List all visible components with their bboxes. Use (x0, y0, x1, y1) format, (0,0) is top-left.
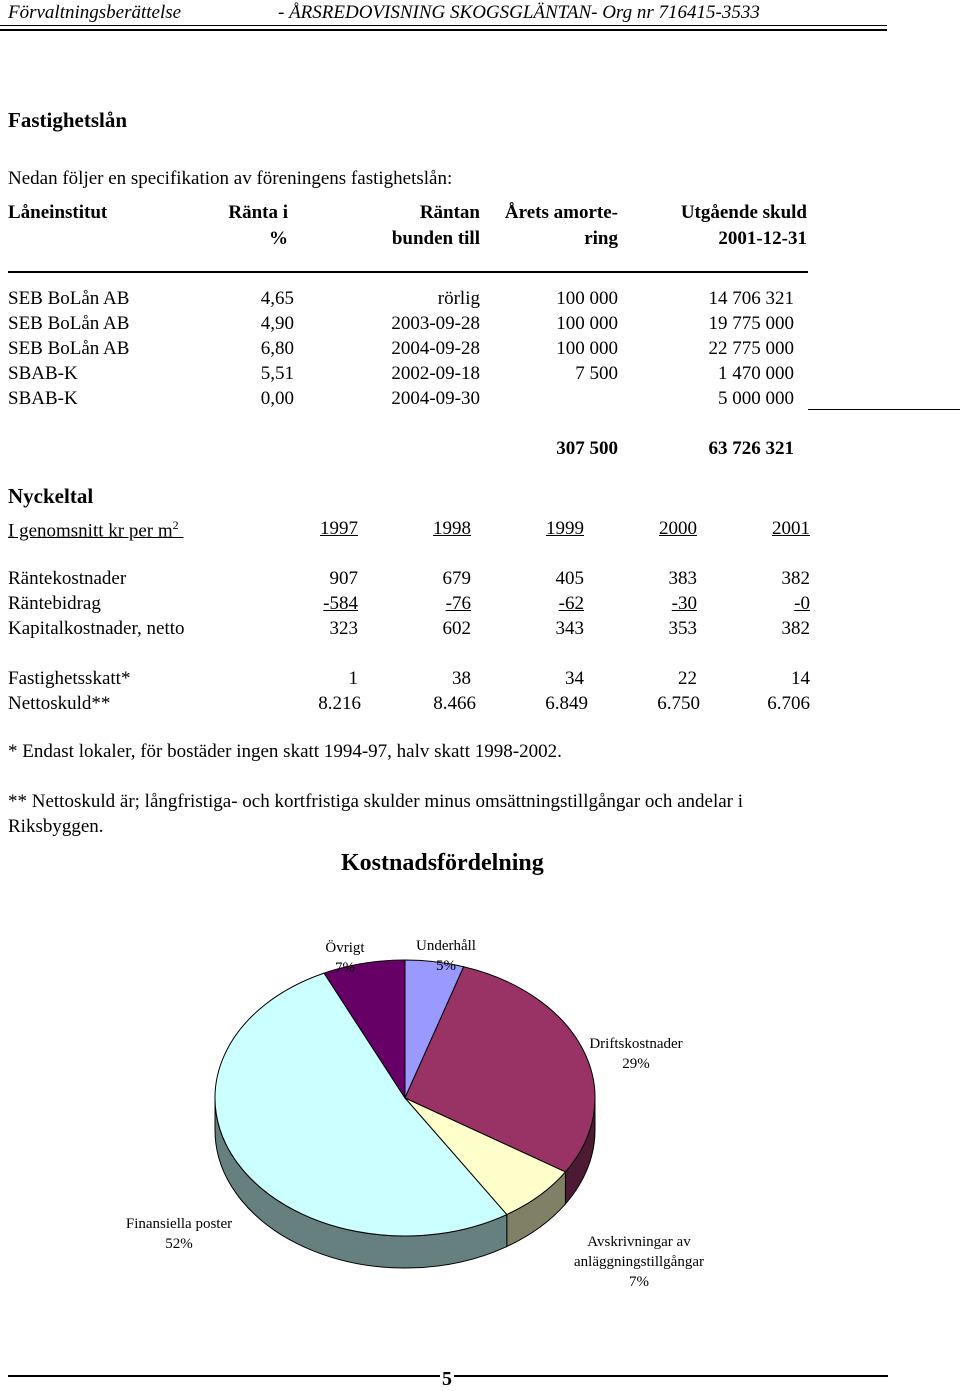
keyfigure-value: 907 (329, 568, 358, 589)
keyfigure-value: -584 (323, 593, 358, 614)
keyfigure-value: 34 (565, 668, 584, 689)
keyfigure-label: Fastighetsskatt* (8, 668, 131, 689)
keyfigure-value: 38 (452, 668, 471, 689)
keyfigure-label: Kapitalkostnader, netto (8, 618, 185, 639)
keyfigure-value: -30 (671, 593, 697, 614)
year-header: 2000 (659, 518, 697, 539)
page-number: 5 (442, 1368, 452, 1390)
year-header: 1999 (546, 518, 584, 539)
keyfigure-value: -76 (445, 593, 471, 614)
loans-title: Fastighetslån (8, 108, 128, 132)
label-driftskostnader: 29% (622, 1056, 650, 1072)
keyfigure-value: 8.216 (318, 693, 361, 714)
loans-cell: 5 000 000 (718, 388, 794, 409)
keyfigure-value: 22 (678, 668, 697, 689)
keyfigure-value: 382 (781, 568, 810, 589)
loans-col-header: Låneinstitut (8, 202, 108, 223)
footnote-tax: * Endast lokaler, för bostäder ingen skatt 1994-97, halv skatt 1998-2002. (8, 741, 562, 762)
keyfigure-value: 6.706 (767, 693, 810, 714)
label-ovrigt: Övrigt (325, 940, 365, 956)
loans-cell: 100 000 (556, 288, 618, 309)
keyfigure-value: 353 (668, 618, 697, 639)
loans-cell: 0,00 (260, 388, 294, 409)
keyfigure-value: 679 (442, 568, 471, 589)
keyfigure-value: -62 (558, 593, 584, 614)
loans-cell: 7 500 (575, 363, 618, 384)
loans-cell: 2004-09-28 (391, 338, 480, 359)
pie-chart (0, 880, 960, 1300)
keyfigure-value: 405 (555, 568, 584, 589)
loans-col-header: Utgående skuld (680, 202, 807, 223)
loans-intro: Nedan följer en specifikation av föreningens fastighetslån: (8, 168, 453, 189)
loans-col-header-line2: % (269, 228, 288, 249)
loans-cell: SBAB-K (8, 388, 78, 409)
keyfigure-label: Nettoskuld** (8, 693, 111, 714)
loans-cell: 6,80 (260, 338, 294, 359)
loans-cell: rörlig (437, 288, 480, 309)
loans-cell: 2002-09-18 (391, 363, 480, 384)
loans-cell: 1 470 000 (718, 363, 794, 384)
keyfigure-value: 8.466 (433, 693, 476, 714)
label-driftskostnader: Driftskostnader (589, 1036, 683, 1052)
chart-title: Kostnadsfördelning (341, 850, 544, 876)
footnote-netdebt-line2: Riksbyggen. (8, 816, 104, 837)
year-header: 1997 (320, 518, 358, 539)
loans-cell: 100 000 (556, 338, 618, 359)
keyfigures-title: Nyckeltal (8, 484, 94, 508)
loans-cell: 100 000 (556, 313, 618, 334)
loans-header-rule (8, 271, 808, 273)
keyfigure-value: 1 (348, 668, 358, 689)
keyfigure-value: -0 (794, 593, 810, 614)
keyfigure-value: 323 (329, 618, 358, 639)
header-rule-thick (0, 29, 887, 31)
year-header: 2001 (772, 518, 810, 539)
loans-side-rule (808, 409, 960, 410)
keyfigure-value: 602 (442, 618, 471, 639)
loans-cell: SEB BoLån AB (8, 313, 130, 334)
keyfigure-value: 382 (781, 618, 810, 639)
loans-cell: 4,65 (260, 288, 294, 309)
loans-col-header: Årets amorte- (504, 202, 618, 223)
label-ovrigt: 7% (335, 960, 355, 976)
keyfigure-value: 6.750 (657, 693, 700, 714)
loans-cell: 4,90 (260, 313, 294, 334)
keyfigure-value: 6.849 (545, 693, 588, 714)
keyfigure-value: 343 (555, 618, 584, 639)
loans-col-header: Räntan (419, 202, 480, 223)
loans-cell: SEB BoLån AB (8, 288, 130, 309)
footnote-netdebt-line1: ** Nettoskuld är; långfristiga- och kortfristiga skulder minus omsättningstillgångar och andelar i (8, 791, 744, 812)
loans-cell: 2004-09-30 (391, 388, 480, 409)
keyfigure-label: Räntebidrag (8, 593, 101, 614)
loans-col-header-line2: 2001-12-31 (718, 228, 807, 249)
keyfigures-subtitle: I genomsnitt kr per $m^2$ (8, 518, 179, 542)
label-finansiella-poster: Finansiella poster (125, 1216, 233, 1232)
loans-cell: SEB BoLån AB (8, 338, 130, 359)
label-avskrivningar: 7% (629, 1274, 649, 1290)
keyfigure-value: 383 (668, 568, 697, 589)
keyfigure-value: 14 (791, 668, 810, 689)
label-avskrivningar: Avskrivningar av (587, 1234, 691, 1250)
label-underhall: 5% (436, 958, 456, 974)
loans-col-header-line2: ring (584, 228, 618, 249)
label-underhall: Underhåll (416, 938, 476, 954)
loans-col-header: Ränta i (228, 202, 288, 223)
loans-total-amortization: 307 500 (556, 438, 618, 459)
loans-total-debt: 63 726 321 (708, 438, 794, 459)
loans-col-header-line2: bunden till (391, 228, 480, 249)
loans-cell: 2003-09-28 (391, 313, 480, 334)
loans-cell: 19 775 000 (708, 313, 794, 334)
keyfigure-label: Räntekostnader (8, 568, 127, 589)
label-finansiella-poster: 52% (165, 1236, 193, 1252)
year-header: 1998 (433, 518, 471, 539)
loans-cell: 22 775 000 (708, 338, 794, 359)
label-avskrivningar: anläggningstillgångar (574, 1254, 704, 1270)
loans-cell: 14 706 321 (708, 288, 794, 309)
header-section-title: Förvaltningsberättelse (8, 2, 182, 23)
header-document-title: - ÅRSREDOVISNING SKOGSGLÄNTAN- Org nr 716415-3533 (278, 2, 760, 23)
header-rule (0, 25, 887, 26)
loans-cell: 5,51 (260, 363, 294, 384)
loans-cell: SBAB-K (8, 363, 78, 384)
